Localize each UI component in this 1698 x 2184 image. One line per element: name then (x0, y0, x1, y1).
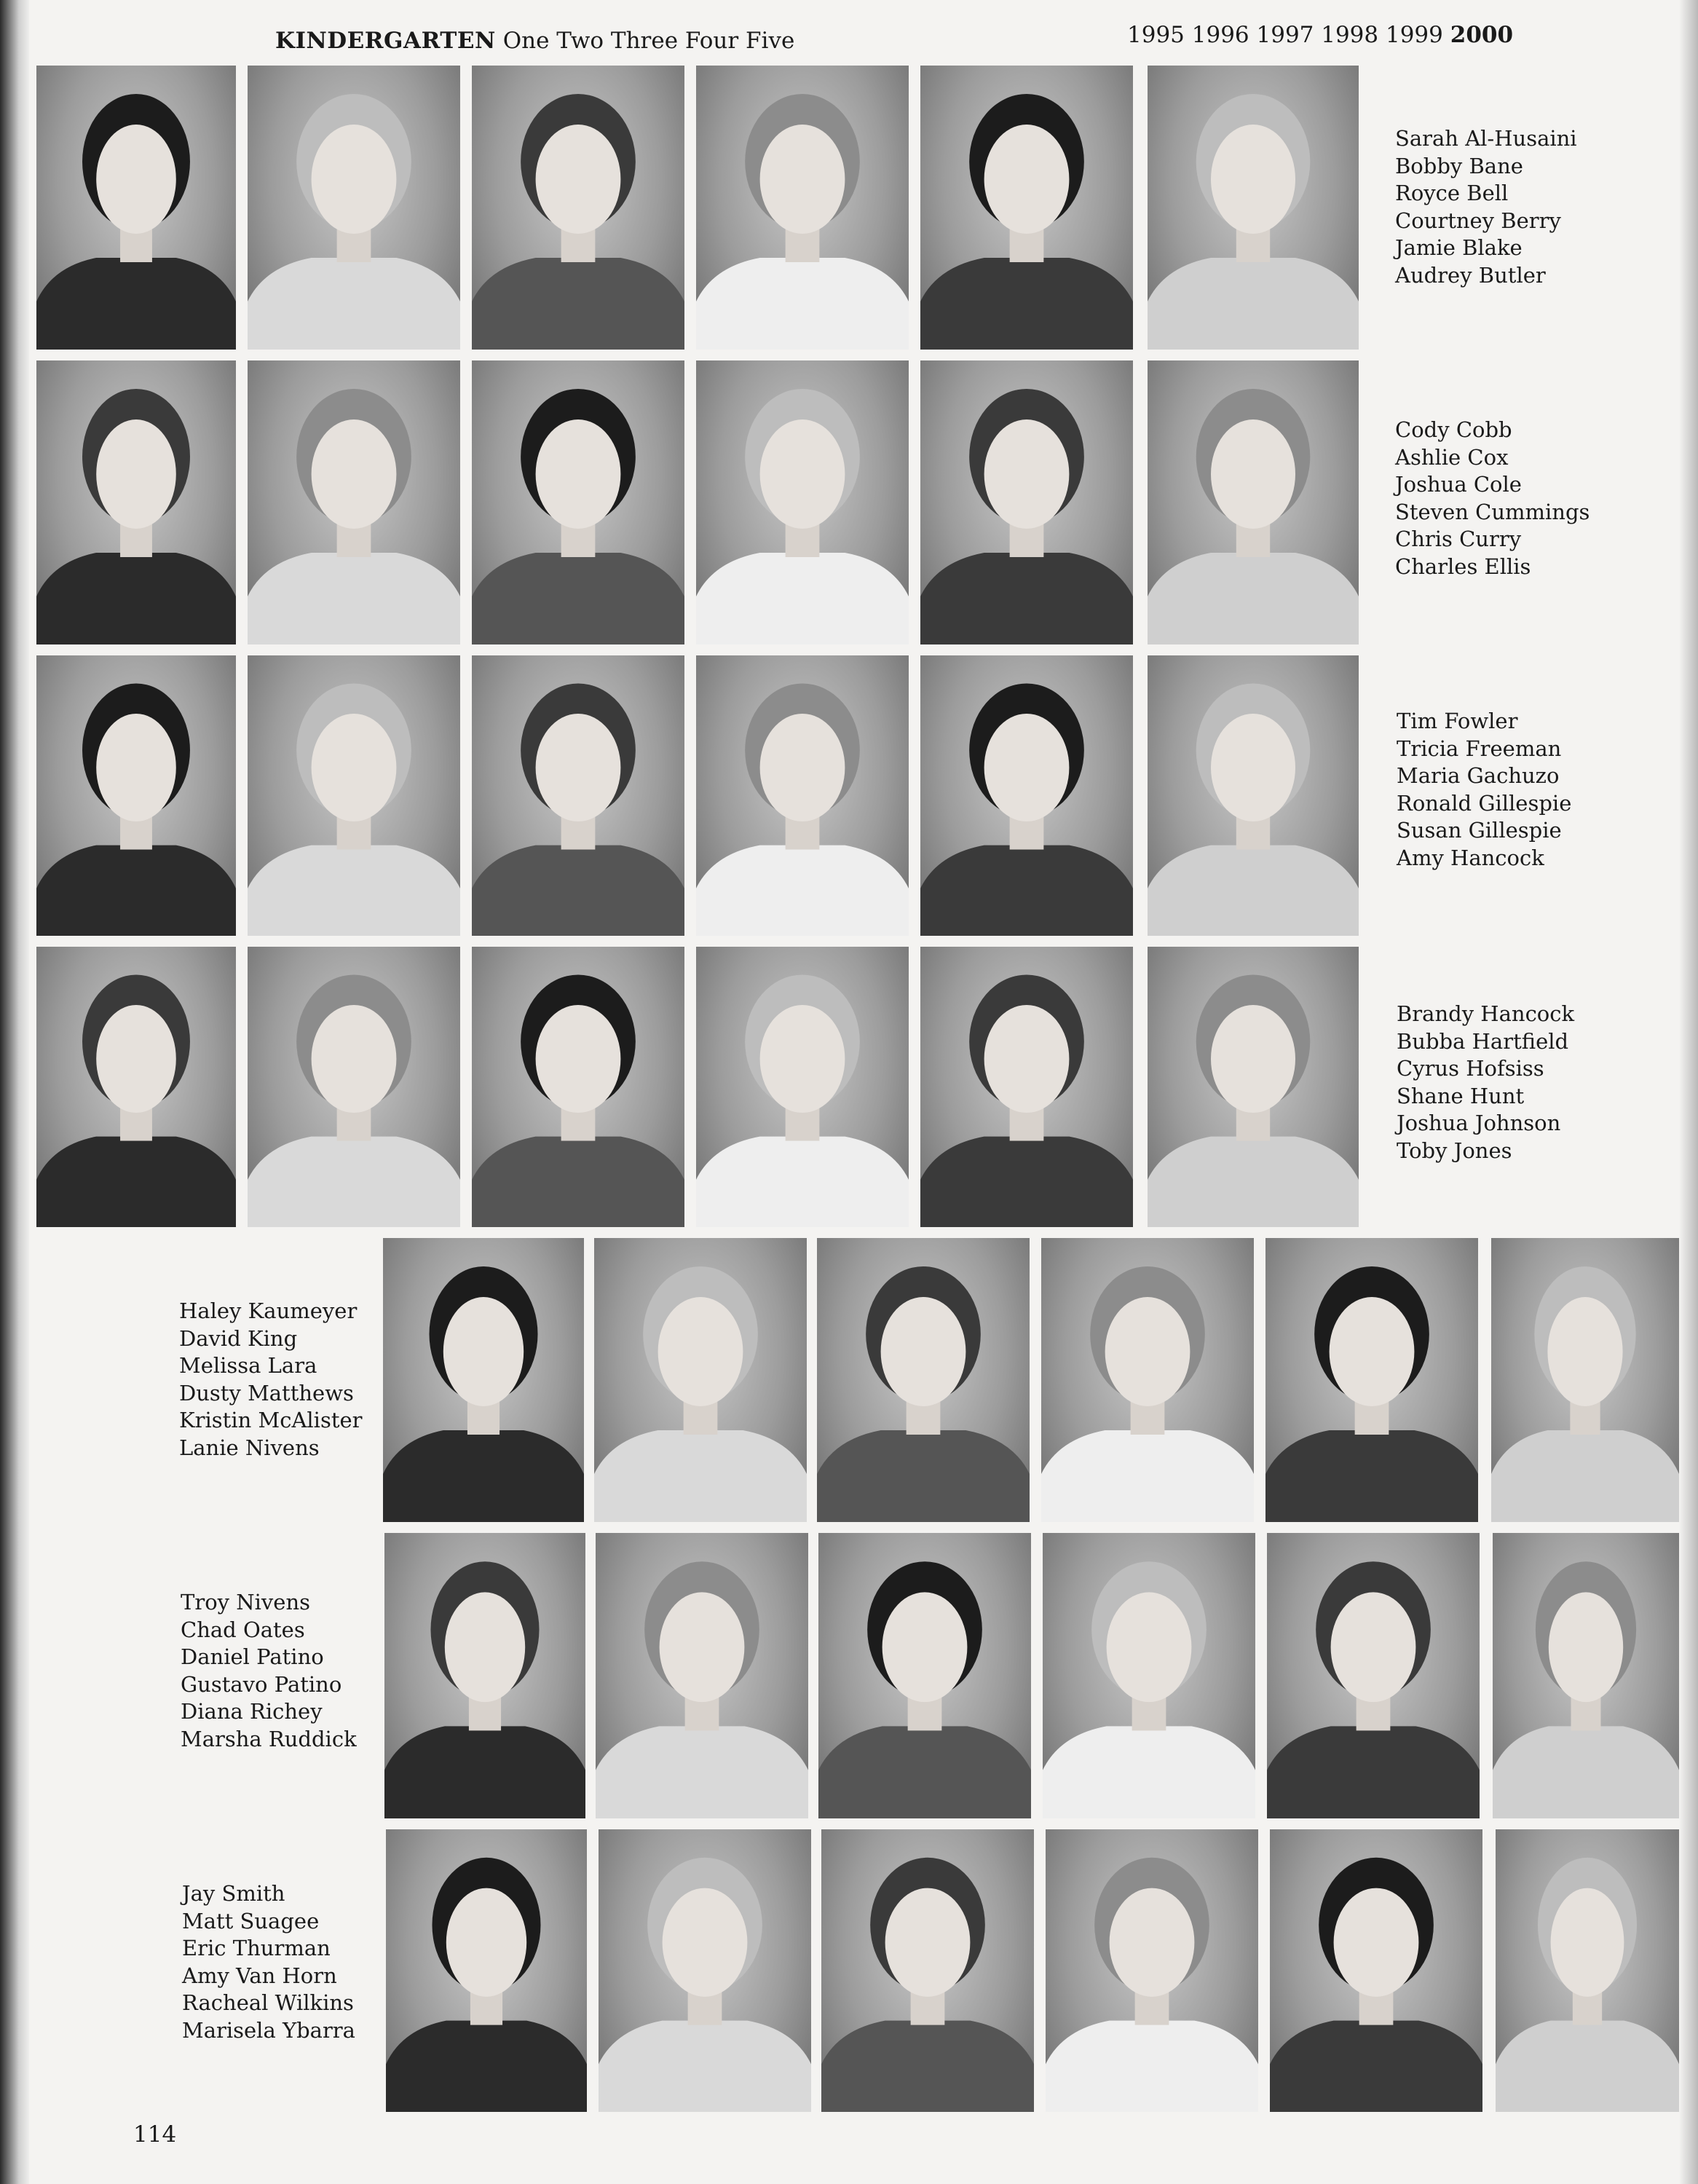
student-name: Melissa Lara (179, 1353, 317, 1378)
face-shape (760, 419, 845, 529)
shirt-shape (1148, 258, 1359, 350)
portrait-photo (472, 655, 684, 936)
portrait-silhouette (920, 66, 1133, 350)
portrait-silhouette (248, 947, 460, 1227)
portrait-silhouette (696, 947, 909, 1227)
portrait-silhouette (1267, 1533, 1480, 1818)
portrait-silhouette (384, 1533, 585, 1818)
portrait-silhouette (596, 1533, 808, 1818)
shirt-shape (1043, 1726, 1255, 1818)
face-shape (312, 419, 397, 529)
shirt-shape (472, 1137, 684, 1227)
face-shape (1330, 1297, 1415, 1406)
portrait-photo (1267, 1533, 1480, 1818)
portrait-photo (596, 1533, 808, 1818)
face-shape (1105, 1297, 1190, 1406)
student-name: Joshua Cole (1395, 472, 1522, 497)
portrait-silhouette (1496, 1829, 1679, 2112)
face-shape (96, 714, 176, 821)
shirt-shape (821, 2021, 1034, 2112)
shirt-shape (1148, 553, 1359, 644)
portrait-photo (472, 360, 684, 644)
face-shape (536, 125, 621, 234)
portrait-silhouette (472, 655, 684, 936)
portrait-photo (1148, 360, 1359, 644)
shirt-shape (248, 845, 460, 936)
portrait-photo (696, 360, 909, 644)
student-name: Bobby Bane (1395, 153, 1523, 178)
student-name: Brandy Hancock (1397, 1001, 1575, 1026)
portrait-photo (248, 947, 460, 1227)
student-name: Jamie Blake (1395, 235, 1523, 260)
student-name: Troy Nivens (181, 1590, 311, 1615)
shirt-shape (383, 1430, 584, 1522)
portrait-silhouette (1148, 360, 1359, 644)
portrait-photo (36, 947, 236, 1227)
portrait-silhouette (1148, 655, 1359, 936)
portrait-silhouette (472, 360, 684, 644)
face-shape (984, 125, 1070, 234)
portrait-photo (594, 1238, 807, 1522)
face-shape (312, 125, 397, 234)
shirt-shape (1148, 1137, 1359, 1227)
portrait-photo (599, 1829, 811, 2112)
portrait-photo (248, 655, 460, 936)
shirt-shape (386, 2021, 587, 2112)
shirt-shape (696, 258, 909, 350)
portrait-silhouette (1491, 1238, 1679, 1522)
student-name: Marisela Ybarra (182, 2017, 355, 2043)
shirt-shape (596, 1726, 808, 1818)
student-name: Matt Suagee (182, 1908, 320, 1933)
portrait-silhouette (36, 655, 236, 936)
portrait-photo (1496, 1829, 1679, 2112)
portrait-photo (1491, 1238, 1679, 1522)
portrait-silhouette (920, 947, 1133, 1227)
face-shape (312, 1005, 397, 1113)
portrait-photo (383, 1238, 584, 1522)
portrait-silhouette (248, 655, 460, 936)
student-name: Cody Cobb (1395, 417, 1512, 442)
face-shape (984, 419, 1070, 529)
shirt-shape (920, 553, 1133, 644)
student-name: Haley Kaumeyer (179, 1298, 358, 1323)
portrait-silhouette (696, 360, 909, 644)
face-shape (984, 1005, 1070, 1113)
shirt-shape (1491, 1430, 1679, 1522)
shirt-shape (384, 1726, 585, 1818)
portrait-photo (818, 1533, 1031, 1818)
shirt-shape (818, 1726, 1031, 1818)
student-name: Jay Smith (182, 1881, 285, 1906)
student-name: Diana Richey (181, 1699, 323, 1724)
portrait-photo (386, 1829, 587, 2112)
shirt-shape (1046, 2021, 1258, 2112)
shirt-shape (920, 258, 1133, 350)
name-list (182, 1880, 355, 2044)
student-name: Eric Thurman (182, 1936, 331, 1960)
shirt-shape (248, 553, 460, 644)
portrait-photo (1043, 1533, 1255, 1818)
student-name: Amy Hancock (1397, 845, 1544, 870)
face-shape (443, 1297, 524, 1406)
student-name: Sarah Al-Husaini (1395, 126, 1577, 151)
portrait-silhouette (920, 360, 1133, 644)
portrait-silhouette (1148, 947, 1359, 1227)
student-name: Bubba Hartfield (1397, 1028, 1569, 1054)
face-shape (760, 125, 845, 234)
portrait-photo (920, 947, 1133, 1227)
shirt-shape (248, 1137, 460, 1227)
portrait-photo (472, 66, 684, 350)
face-shape (96, 419, 176, 529)
portrait-photo (696, 947, 909, 1227)
shirt-shape (1493, 1726, 1679, 1818)
portrait-photo (1148, 66, 1359, 350)
portrait-silhouette (1493, 1533, 1679, 1818)
shirt-shape (1041, 1430, 1254, 1522)
portrait-photo (696, 66, 909, 350)
student-name: Susan Gillespie (1397, 818, 1562, 843)
student-name: Racheal Wilkins (182, 1990, 354, 2015)
portrait-silhouette (248, 66, 460, 350)
portrait-silhouette (599, 1829, 811, 2112)
face-shape (312, 714, 397, 821)
grade-header (275, 28, 794, 54)
student-name: Cyrus Hofsiss (1397, 1056, 1544, 1081)
face-shape (760, 714, 845, 821)
shirt-shape (1148, 845, 1359, 936)
portrait-photo (1148, 655, 1359, 936)
portrait-silhouette (1270, 1829, 1482, 2112)
shirt-shape (472, 553, 684, 644)
student-name: Toby Jones (1397, 1138, 1512, 1163)
portrait-silhouette (1148, 66, 1359, 350)
face-shape (658, 1297, 743, 1406)
student-name: Maria Gachuzo (1397, 763, 1560, 788)
student-name: Marsha Ruddick (181, 1726, 357, 1751)
portrait-silhouette (696, 655, 909, 936)
portrait-silhouette (1046, 1829, 1258, 2112)
portrait-silhouette (1041, 1238, 1254, 1522)
portrait-silhouette (818, 1533, 1031, 1818)
face-shape (660, 1592, 745, 1702)
shirt-shape (36, 258, 236, 350)
student-name: Chris Curry (1395, 527, 1522, 551)
portrait-photo (36, 655, 236, 936)
year-header (1127, 22, 1513, 48)
portrait-silhouette (383, 1238, 584, 1522)
shirt-shape (594, 1430, 807, 1522)
face-shape (1331, 1592, 1416, 1702)
book-binding (0, 0, 29, 2184)
page-edge-shadow (1679, 0, 1698, 2184)
shirt-shape (696, 845, 909, 936)
years-others: 1995 1996 1997 1998 1999 (1127, 22, 1443, 48)
portrait-photo (817, 1238, 1030, 1522)
portrait-photo (1493, 1533, 1679, 1818)
student-name: Ashlie Cox (1395, 444, 1509, 470)
portrait-photo (1148, 947, 1359, 1227)
student-name: Kristin McAlister (179, 1408, 363, 1432)
portrait-photo (1046, 1829, 1258, 2112)
name-list (181, 1589, 357, 1753)
portrait-silhouette (36, 947, 236, 1227)
portrait-photo (696, 655, 909, 936)
portrait-silhouette (594, 1238, 807, 1522)
portrait-silhouette (821, 1829, 1034, 2112)
portrait-photo (821, 1829, 1034, 2112)
face-shape (1211, 1005, 1295, 1113)
face-shape (536, 714, 621, 821)
name-list (1395, 125, 1577, 289)
face-shape (1211, 125, 1295, 234)
face-shape (96, 125, 176, 234)
portrait-photo (920, 360, 1133, 644)
face-shape (445, 1592, 525, 1702)
face-shape (536, 419, 621, 529)
student-name: Tim Fowler (1397, 709, 1518, 733)
face-shape (760, 1005, 845, 1113)
student-name: Shane Hunt (1397, 1083, 1525, 1108)
student-name: David King (179, 1325, 298, 1351)
student-name: Tricia Freeman (1397, 736, 1562, 761)
face-shape (446, 1888, 526, 1997)
portrait-photo (472, 947, 684, 1227)
portrait-photo (1270, 1829, 1482, 2112)
name-list (1395, 417, 1590, 580)
face-shape (536, 1005, 621, 1113)
student-name: Gustavo Patino (181, 1671, 342, 1697)
page-number: 114 (133, 2121, 177, 2148)
face-shape (1107, 1592, 1192, 1702)
portrait-silhouette (920, 655, 1133, 936)
student-name: Steven Cummings (1395, 499, 1590, 524)
portrait-silhouette (248, 360, 460, 644)
grade-current: KINDERGARTEN (275, 28, 496, 54)
shirt-shape (696, 1137, 909, 1227)
shirt-shape (920, 1137, 1133, 1227)
portrait-silhouette (817, 1238, 1030, 1522)
portrait-photo (920, 66, 1133, 350)
student-name: Chad Oates (181, 1617, 305, 1642)
portrait-photo (384, 1533, 585, 1818)
student-name: Audrey Butler (1395, 262, 1546, 288)
portrait-silhouette (472, 66, 684, 350)
portrait-photo (920, 655, 1133, 936)
shirt-shape (248, 258, 460, 350)
shirt-shape (599, 2021, 811, 2112)
shirt-shape (817, 1430, 1030, 1522)
portrait-silhouette (386, 1829, 587, 2112)
face-shape (1547, 1297, 1622, 1406)
portrait-silhouette (1043, 1533, 1255, 1818)
face-shape (881, 1297, 966, 1406)
portrait-silhouette (696, 66, 909, 350)
shirt-shape (1267, 1726, 1480, 1818)
student-name: Charles Ellis (1395, 553, 1531, 579)
face-shape (96, 1005, 176, 1113)
shirt-shape (696, 553, 909, 644)
portrait-silhouette (472, 947, 684, 1227)
shirt-shape (1496, 2021, 1679, 2112)
face-shape (1549, 1592, 1623, 1702)
student-name: Ronald Gillespie (1397, 790, 1572, 816)
name-list (1397, 1001, 1574, 1164)
face-shape (1551, 1888, 1624, 1997)
face-shape (984, 714, 1070, 821)
face-shape (663, 1888, 748, 1997)
shirt-shape (36, 553, 236, 644)
face-shape (1211, 714, 1295, 821)
face-shape (882, 1592, 968, 1702)
year-current: 2000 (1450, 22, 1514, 48)
student-name: Dusty Matthews (179, 1380, 354, 1406)
student-name: Amy Van Horn (182, 1963, 337, 1988)
name-list (179, 1298, 363, 1462)
portrait-silhouette (1265, 1238, 1478, 1522)
student-name: Courtney Berry (1395, 208, 1561, 233)
portrait-photo (1041, 1238, 1254, 1522)
shirt-shape (1265, 1430, 1478, 1522)
shirt-shape (1270, 2021, 1482, 2112)
portrait-photo (36, 360, 236, 644)
face-shape (1110, 1888, 1195, 1997)
student-name: Daniel Patino (181, 1644, 324, 1669)
face-shape (1334, 1888, 1419, 1997)
portrait-silhouette (36, 360, 236, 644)
face-shape (885, 1888, 971, 1997)
portrait-photo (248, 360, 460, 644)
portrait-photo (1265, 1238, 1478, 1522)
shirt-shape (472, 258, 684, 350)
shirt-shape (920, 845, 1133, 936)
student-name: Joshua Johnson (1397, 1111, 1561, 1135)
grade-others: One Two Three Four Five (502, 28, 795, 54)
portrait-silhouette (36, 66, 236, 350)
name-list (1397, 708, 1571, 872)
student-name: Royce Bell (1395, 181, 1509, 205)
shirt-shape (36, 1137, 236, 1227)
face-shape (1211, 419, 1295, 529)
portrait-photo (248, 66, 460, 350)
shirt-shape (472, 845, 684, 936)
portrait-photo (36, 66, 236, 350)
shirt-shape (36, 845, 236, 936)
student-name: Lanie Nivens (179, 1435, 320, 1460)
